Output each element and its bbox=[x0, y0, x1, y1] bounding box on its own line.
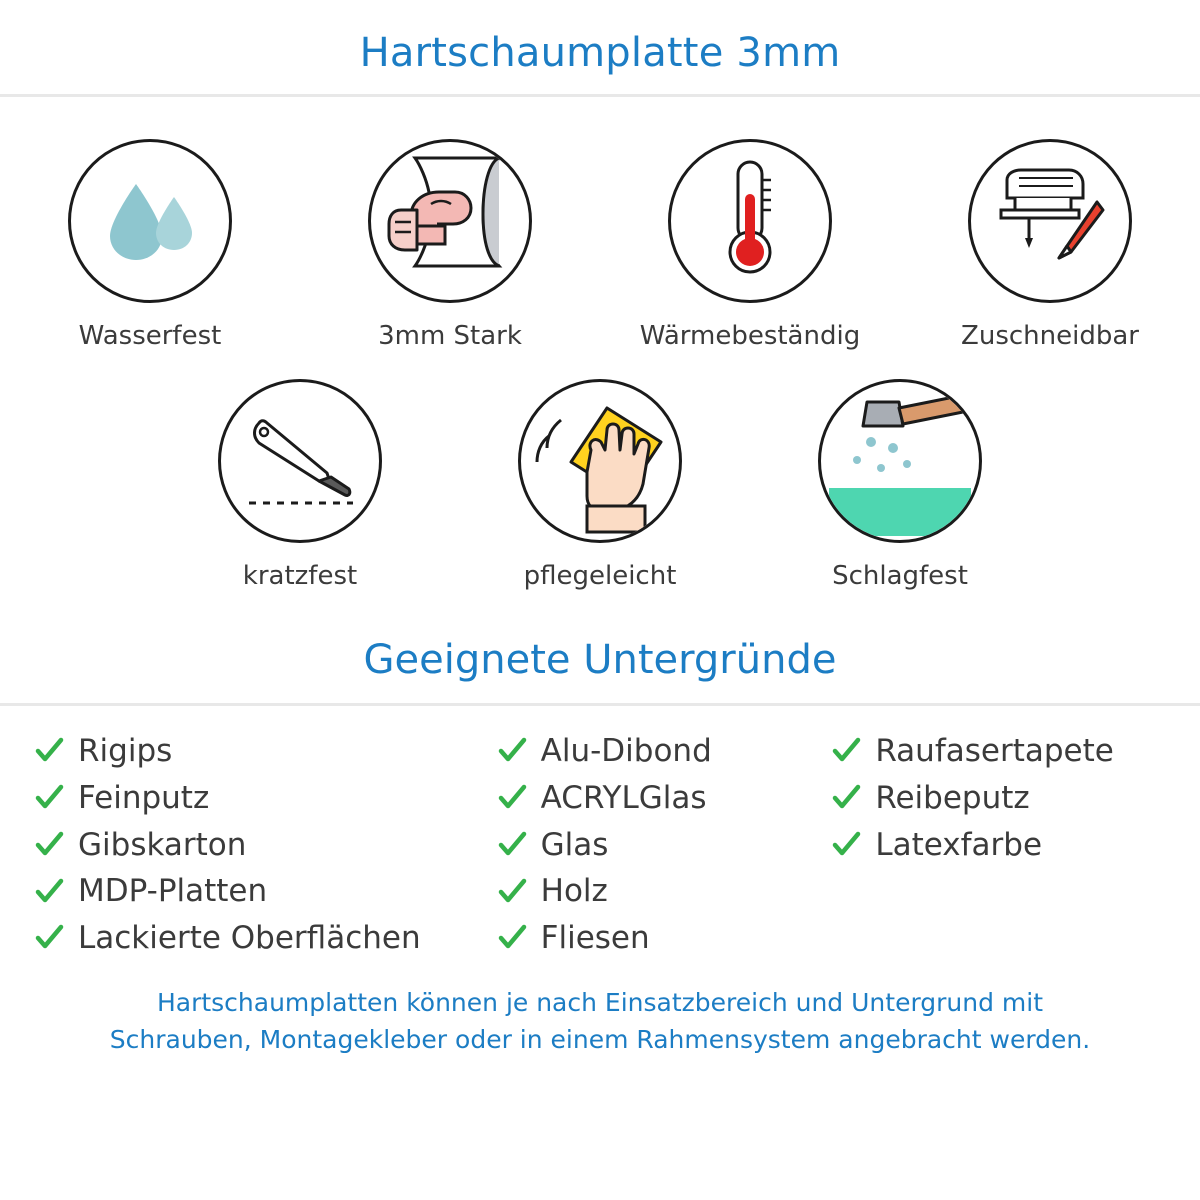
feature-icon-circle bbox=[368, 139, 532, 303]
substrates-column-2 bbox=[497, 732, 832, 958]
list-item bbox=[34, 779, 497, 818]
check-icon bbox=[34, 923, 64, 953]
feature-label: Wasserfest bbox=[78, 321, 222, 351]
list-item bbox=[831, 826, 1166, 865]
list-item-label: Lackierte Oberflächen bbox=[78, 920, 421, 956]
substrates-column-3 bbox=[831, 732, 1166, 958]
check-icon bbox=[497, 783, 527, 813]
substrates-title-block bbox=[0, 637, 1200, 703]
list-item bbox=[34, 872, 497, 911]
check-icon bbox=[34, 783, 64, 813]
feature-label: pflegeleicht bbox=[523, 561, 677, 591]
list-item-label: Latexfarbe bbox=[875, 826, 1043, 863]
knife-scratch-icon bbox=[235, 399, 365, 523]
list-item-label: Feinputz bbox=[78, 779, 210, 816]
check-icon bbox=[34, 877, 64, 907]
feature-wasserfest bbox=[0, 139, 300, 351]
feature-kratzfest bbox=[150, 379, 450, 591]
feature-icon-circle bbox=[218, 379, 382, 543]
feature-row-1 bbox=[0, 139, 1200, 351]
list-item-label: Holz bbox=[540, 873, 608, 910]
feature-zuschneidbar bbox=[900, 139, 1200, 351]
list-item-label: Raufasertapete bbox=[875, 733, 1114, 769]
feature-label: Schlagfest bbox=[832, 561, 968, 591]
footer-note-line-2: Schrauben, Montagekleber oder in einem Rahmensystem angebracht werden. bbox=[109, 1025, 1091, 1055]
check-icon bbox=[497, 877, 527, 907]
check-icon bbox=[34, 736, 64, 766]
features-section bbox=[0, 97, 1200, 591]
list-item-label: Gibskarton bbox=[78, 826, 247, 863]
feature-icon-circle bbox=[68, 139, 232, 303]
check-icon bbox=[497, 736, 527, 766]
list-item-label: ACRYLGlas bbox=[540, 779, 707, 816]
substrates-column-1 bbox=[34, 732, 497, 958]
list-item bbox=[497, 779, 832, 818]
list-item bbox=[831, 732, 1166, 771]
feature-icon-circle bbox=[518, 379, 682, 543]
feature-3mm-stark bbox=[300, 139, 600, 351]
feature-row-2 bbox=[0, 379, 1200, 591]
feature-schlagfest bbox=[750, 379, 1050, 591]
list-item-label: Reibeputz bbox=[875, 779, 1030, 816]
list-item bbox=[34, 826, 497, 865]
feature-pflegeleicht bbox=[450, 379, 750, 591]
list-item-label: Alu-Dibond bbox=[540, 733, 712, 769]
footer-note bbox=[0, 984, 1200, 1059]
check-icon bbox=[497, 830, 527, 860]
substrates-list bbox=[0, 706, 1200, 958]
check-icon bbox=[831, 830, 861, 860]
list-item bbox=[497, 872, 832, 911]
list-item bbox=[34, 919, 497, 958]
list-item-label: Fliesen bbox=[540, 920, 650, 956]
check-icon bbox=[831, 783, 861, 813]
footer-note-line-1: Hartschaumplatten können je nach Einsatzbereich und Untergrund mit bbox=[156, 987, 1044, 1017]
check-icon bbox=[34, 830, 64, 860]
substrates-title: Geeignete Untergründe bbox=[363, 637, 837, 683]
cleaning-hand-cloth-icon bbox=[521, 380, 679, 542]
list-item-label: MDP-Platten bbox=[78, 873, 268, 910]
list-item bbox=[497, 919, 832, 958]
feature-label: 3mm Stark bbox=[378, 321, 522, 351]
strong-arm-icon bbox=[371, 140, 529, 302]
list-item bbox=[34, 732, 497, 771]
list-item-label: Rigips bbox=[78, 733, 173, 769]
check-icon bbox=[831, 736, 861, 766]
feature-label: Wärmebeständig bbox=[639, 321, 861, 351]
water-drops-icon bbox=[90, 164, 210, 278]
feature-icon-circle bbox=[668, 139, 832, 303]
list-item bbox=[831, 779, 1166, 818]
title-block bbox=[0, 0, 1200, 94]
list-item bbox=[497, 732, 832, 771]
feature-waermebestaendig bbox=[600, 139, 900, 351]
jigsaw-cutter-icon bbox=[985, 154, 1115, 288]
feature-label: kratzfest bbox=[242, 561, 358, 591]
hammer-impact-icon bbox=[821, 380, 979, 542]
feature-icon-circle bbox=[968, 139, 1132, 303]
feature-icon-circle bbox=[818, 379, 982, 543]
page-title: Hartschaumplatte 3mm bbox=[359, 30, 841, 76]
thermometer-icon bbox=[705, 154, 795, 288]
list-item bbox=[497, 826, 832, 865]
feature-label: Zuschneidbar bbox=[961, 321, 1139, 351]
list-item-label: Glas bbox=[540, 826, 609, 863]
check-icon bbox=[497, 923, 527, 953]
